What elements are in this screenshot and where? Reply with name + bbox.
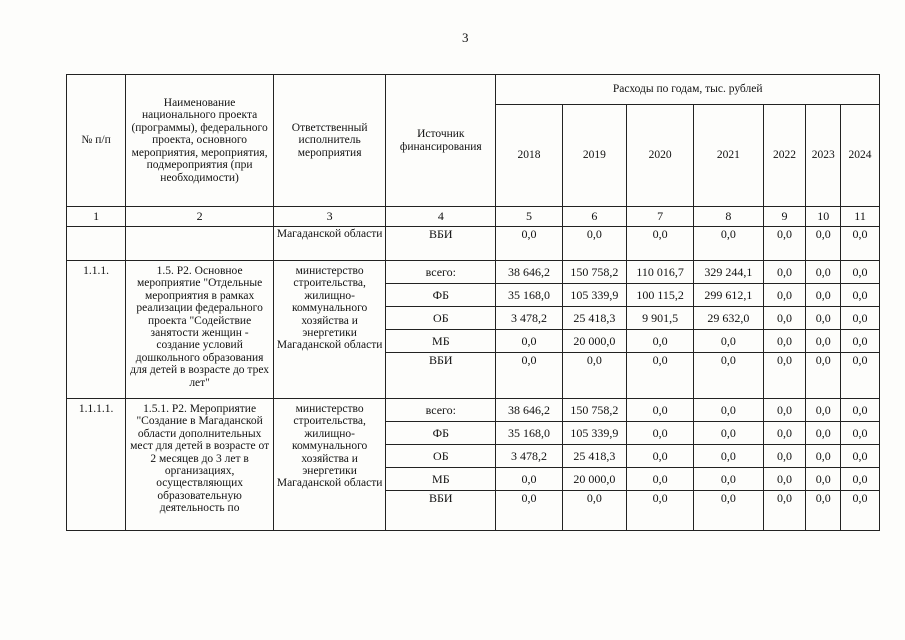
cell-value: 105 339,9: [562, 284, 626, 307]
cell-value: 0,0: [806, 284, 841, 307]
cell-value: 0,0: [694, 353, 763, 399]
cell-value: 0,0: [694, 227, 763, 261]
cell-source: ВБИ: [386, 353, 496, 399]
header-year: 2021: [694, 105, 763, 207]
cell-value: 9 901,5: [626, 307, 693, 330]
cell-value: 0,0: [562, 491, 626, 531]
cell-value: 0,0: [496, 227, 562, 261]
item-name: 1.5. Р2. Основное мероприятие "Отдельные мероприятия в рамках реализации федерального проекта "Содействие занятости женщин - создание условий дошкольного образования для детей в возрасте до трех лет": [126, 261, 274, 399]
expenses-table: [66, 74, 880, 531]
cell-value: 20 000,0: [562, 468, 626, 491]
cell-value: 0,0: [626, 399, 693, 422]
column-number: 4: [386, 207, 496, 227]
header-year: 2022: [763, 105, 806, 207]
cell-source: всего:: [386, 399, 496, 422]
item-responsible: министерство строительства, жилищно-коммунального хозяйства и энергетики Магаданской области: [274, 399, 386, 531]
cell-value: 25 418,3: [562, 307, 626, 330]
cell-value: 0,0: [806, 399, 841, 422]
cell-value: 0,0: [763, 468, 806, 491]
cell-source: ФБ: [386, 422, 496, 445]
cell-value: 3 478,2: [496, 445, 562, 468]
cell-value: 0,0: [806, 468, 841, 491]
cell-name: [126, 227, 274, 261]
cell-value: 38 646,2: [496, 399, 562, 422]
cell-value: 0,0: [841, 227, 880, 261]
cell-value: 0,0: [841, 307, 880, 330]
cell-value: 0,0: [626, 330, 693, 353]
item-number: 1.1.1.1.: [67, 399, 126, 531]
header-name: Наименование национального проекта (программы), федерального проекта, основного мероприятия, мероприятия, подмероприятия (при необходимости): [126, 75, 274, 207]
column-numbers-row: [67, 207, 880, 227]
cell-source: ОБ: [386, 445, 496, 468]
cell-value: 0,0: [841, 422, 880, 445]
cell-value: 0,0: [626, 227, 693, 261]
cell-value: 0,0: [694, 422, 763, 445]
cell-value: 0,0: [496, 468, 562, 491]
column-number: 1: [67, 207, 126, 227]
cell-value: 0,0: [841, 491, 880, 531]
header-expenses-group: Расходы по годам, тыс. рублей: [496, 75, 880, 105]
cell-value: 0,0: [496, 353, 562, 399]
cell-source: МБ: [386, 330, 496, 353]
cell-value: 35 168,0: [496, 422, 562, 445]
cell-value: 0,0: [626, 445, 693, 468]
page-number: 3: [462, 30, 469, 45]
cell-value: 0,0: [763, 422, 806, 445]
cell-value: 0,0: [763, 284, 806, 307]
cell-source: ВБИ: [386, 491, 496, 531]
cell-value: 38 646,2: [496, 261, 562, 284]
cell-num: [67, 227, 126, 261]
cell-value: 0,0: [763, 307, 806, 330]
column-number: 3: [274, 207, 386, 227]
cell-value: 0,0: [763, 445, 806, 468]
cell-value: 0,0: [763, 399, 806, 422]
cell-value: 0,0: [763, 491, 806, 531]
cell-value: 0,0: [694, 330, 763, 353]
cell-value: 0,0: [841, 284, 880, 307]
cell-value: 0,0: [694, 468, 763, 491]
column-number: 9: [763, 207, 806, 227]
column-number: 5: [496, 207, 562, 227]
cell-value: 0,0: [841, 261, 880, 284]
cell-value: 0,0: [763, 227, 806, 261]
cell-value: 0,0: [806, 227, 841, 261]
item-number: 1.1.1.: [67, 261, 126, 399]
column-number: 2: [126, 207, 274, 227]
cell-value: 329 244,1: [694, 261, 763, 284]
cell-responsible: Магаданской области: [274, 227, 386, 261]
cell-value: 0,0: [806, 353, 841, 399]
header-responsible: Ответственный исполнитель мероприятия: [274, 75, 386, 207]
cell-source: ФБ: [386, 284, 496, 307]
cell-value: 0,0: [626, 468, 693, 491]
cell-source: МБ: [386, 468, 496, 491]
cell-value: 0,0: [562, 227, 626, 261]
cell-value: 0,0: [841, 330, 880, 353]
cell-value: 0,0: [626, 353, 693, 399]
table-row: [67, 399, 880, 422]
header-num: № п/п: [67, 75, 126, 207]
cell-value: 0,0: [694, 445, 763, 468]
cell-value: 0,0: [694, 491, 763, 531]
header-source: Источник финансирования: [386, 75, 496, 207]
cell-value: 0,0: [806, 491, 841, 531]
cell-value: 105 339,9: [562, 422, 626, 445]
cell-value: 0,0: [496, 491, 562, 531]
cell-value: 35 168,0: [496, 284, 562, 307]
cell-value: 0,0: [806, 330, 841, 353]
cell-value: 299 612,1: [694, 284, 763, 307]
cell-value: 0,0: [763, 330, 806, 353]
cell-value: 25 418,3: [562, 445, 626, 468]
cell-source: ВБИ: [386, 227, 496, 261]
item-responsible: министерство строительства, жилищно-коммунального хозяйства и энергетики Магаданской области: [274, 261, 386, 399]
item-name: 1.5.1. Р2. Мероприятие "Создание в Магаданской области дополнительных мест для детей в возрасте от 2 месяцев до 3 лет в организациях, осуществляющих образовательную деятельность по: [126, 399, 274, 531]
header-year: 2019: [562, 105, 626, 207]
cell-value: 0,0: [496, 330, 562, 353]
cell-value: 0,0: [763, 353, 806, 399]
column-number: 11: [841, 207, 880, 227]
cell-value: 110 016,7: [626, 261, 693, 284]
header-year: 2024: [841, 105, 880, 207]
cell-value: 0,0: [626, 422, 693, 445]
cell-value: 29 632,0: [694, 307, 763, 330]
cell-value: 0,0: [841, 468, 880, 491]
cell-source: всего:: [386, 261, 496, 284]
cell-value: 0,0: [806, 261, 841, 284]
cell-value: 150 758,2: [562, 399, 626, 422]
cell-value: 0,0: [763, 261, 806, 284]
carryover-row: [67, 227, 880, 261]
header-year: 2023: [806, 105, 841, 207]
cell-value: 150 758,2: [562, 261, 626, 284]
column-number: 7: [626, 207, 693, 227]
table-row: [67, 261, 880, 284]
cell-value: 0,0: [694, 399, 763, 422]
header-year: 2020: [626, 105, 693, 207]
cell-value: 3 478,2: [496, 307, 562, 330]
cell-value: 0,0: [626, 491, 693, 531]
cell-source: ОБ: [386, 307, 496, 330]
cell-value: 0,0: [562, 353, 626, 399]
column-number: 8: [694, 207, 763, 227]
cell-value: 100 115,2: [626, 284, 693, 307]
cell-value: 0,0: [806, 307, 841, 330]
cell-value: 0,0: [841, 445, 880, 468]
column-number: 6: [562, 207, 626, 227]
cell-value: 20 000,0: [562, 330, 626, 353]
cell-value: 0,0: [841, 399, 880, 422]
cell-value: 0,0: [806, 422, 841, 445]
header-year: 2018: [496, 105, 562, 207]
cell-value: 0,0: [841, 353, 880, 399]
column-number: 10: [806, 207, 841, 227]
cell-value: 0,0: [806, 445, 841, 468]
